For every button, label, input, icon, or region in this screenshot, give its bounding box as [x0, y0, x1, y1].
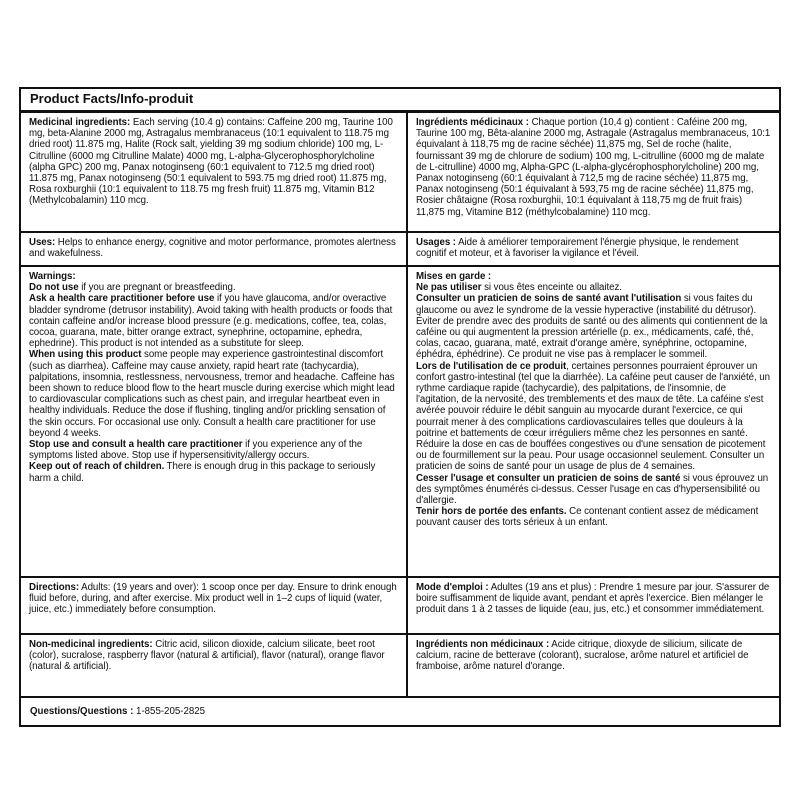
ask-practitioner-label-en: Ask a health care practitioner before use — [29, 293, 215, 305]
questions-label: Questions/Questions : — [30, 706, 134, 717]
keep-out-label-en: Keep out of reach of children. — [29, 461, 165, 473]
questions-phone: 1-855-205-2825 — [133, 706, 205, 717]
column-divider — [406, 113, 408, 696]
keep-out-text-fr: Ce contenant contient assez de médicament pouvant causer des torts sérieux à un enfant. — [416, 506, 759, 529]
directions-en — [21, 578, 406, 633]
panel-title: Product Facts/Info-produit — [21, 89, 779, 113]
uses-label-en: Uses: — [29, 237, 56, 248]
uses-en — [21, 233, 406, 265]
when-using-text-fr: , certaines personnes pourraient éprouver un confort gastro-intestinal (tel que la diarrhée). La caféine peut causer de l'anxiété, un rythme cardiaque rapide (tachycardie), des palpitations, de l'insomnie, de l'agitation, de la nervosité, des tremblements et des maux de tête. La caféine s'est avérée pouvoir réduire le débit sanguin au myocarde durant l'exercice, ce qui pourrait mener à des complications cardiovasculaires telles que douleurs à la poitrine et battements de cœur irréguliers même chez les personnes en santé. Réduire la dose en cas de bouffées congestives ou d'une sensation de picotement ou de fourmillement sur la peau. Pour usage occasionnel seulement. Consulter un praticien de soins de santé pour un usage de plus de 4 semaines. — [416, 360, 770, 473]
directions-fr — [408, 578, 779, 633]
keep-out-text-en: There is enough drug in this package to seriously harm a child. — [29, 461, 376, 484]
stop-use-label-en: Stop use and consult a health care practitioner — [29, 439, 243, 451]
nonmedicinal-ingredients-fr — [408, 635, 779, 696]
medicinal-ingredients-en — [21, 113, 406, 231]
ask-practitioner-text-en: if you have glaucoma, and/or overactive bladder syndrome (detrusor instability). Avoid taking with health products or foods that contain caffeine and/or increase blood pressure (e.g. medications, coffee, tea, colas, cocoa, guarana, mate, bitter orange extract, synephrine, octopamine, ephedra, ephedrine). This product is not intended as a substitute for sleep. — [29, 293, 393, 350]
directions-text-fr: Adultes (19 ans et plus) : Prendre 1 mesure par jour. S'assurer de boire suffisamment de liquide avant, pendant et après l'exercice. Bien mélanger le produit dans 1 à 2 tasses de liquide (eau, jus, etc.) et consommer immédiatement. — [416, 582, 770, 616]
medicinal-text-fr: Chaque portion (10,4 g) contient : Caféine 200 mg, Taurine 100 mg, Bêta-alanine 2000 mg, Astragale (Astragalus membranaceus, 10:1 équivalant à 118,75 mg de racine séchée) 11,875 mg, Sel de roche (halite, fournissant 39 mg de chlorure de sodium) 100 mg, L-citrulline (6000 mg de malate de L-citrulline) 4000 mg, Alpha-GPC (L-alpha-glycérophosphorylcholine) 200 mg, Panax notoginseng (60:1 équivalant à 712,5 mg de racine séchée) 11,875 mg, Panax notoginseng (50:1 équivalant à 593,75 mg de racine séchée) 11,875 mg, Rosier châtaigne (Rosa roxburghii, 10:1 équivalant à 118,75 mg de fruit frais) 11,875 mg, Vitamine B12 (méthylcobalamine) 110 mcg. — [416, 117, 771, 218]
do-not-use-text-fr: si vous êtes enceinte ou allaitez. — [481, 282, 622, 294]
nonmedicinal-label-fr: Ingrédients non médicinaux : — [416, 639, 550, 650]
uses-text-fr: Aide à améliorer temporairement l'énergie physique, le rendement cognitif et moteur, et à favoriser la vigilance et l'éveil. — [416, 237, 739, 260]
stop-use-label-fr: Cesser l'usage et consulter un praticien de soins de santé — [416, 472, 681, 484]
do-not-use-text-en: if you are pregnant or breastfeeding. — [78, 282, 236, 294]
ask-practitioner-label-fr: Consulter un praticien de soins de santé avant l'utilisation — [416, 293, 682, 305]
directions-label-fr: Mode d'emploi : — [416, 582, 489, 593]
do-not-use-label-fr: Ne pas utiliser — [416, 282, 482, 294]
directions-text-en: Adults: (19 years and over): 1 scoop once per day. Ensure to drink enough fluid before, during, and after exercise. Mix product well in 1–2 cups of liquid (water, juice, etc.) immediately before consumption. — [29, 582, 397, 616]
directions-label-en: Directions: — [29, 582, 80, 593]
stop-use-text-en: if you experience any of the symptoms listed above. Stop use if hypersensitivity/allergy occurs. — [29, 439, 363, 462]
nonmedicinal-text-en: Citric acid, silicon dioxide, calcium silicate, beet root (color), sucralose, raspberry flavor (natural & artificial), flavor (natural), orange flavor (natural & artificial). — [29, 639, 385, 673]
product-facts-panel — [19, 87, 781, 727]
keep-out-label-fr: Tenir hors de portée des enfants. — [416, 506, 567, 518]
uses-fr — [408, 233, 779, 265]
when-using-label-fr: Lors de l'utilisation de ce produit — [416, 360, 567, 372]
warnings-fr — [408, 267, 779, 576]
ask-practitioner-text-fr: si vous faites du glaucome ou avez le syndrome de la vessie hyperactive (instabilité du détrusor). Éviter de prendre avec des produits de santé ou des aliments qui contiennent de la caféine ou qui augmentent la pression artérielle (p. ex., médicaments, café, thé, colas, cacao, guarana, maté, extrait d'orange amère, synéphrine, octopamine, éphédra, éphédrine). Ce produit ne vise pas à remplacer le sommeil. — [416, 293, 768, 361]
warnings-heading-en: Warnings: — [29, 271, 76, 282]
stop-use-text-fr: si vous éprouvez un des symptômes énumérés ci-dessus. Cesser l'usage en cas d'hypersensibilité ou d'allergie. — [416, 472, 769, 507]
uses-label-fr: Usages : — [416, 237, 456, 248]
medicinal-ingredients-fr — [408, 113, 779, 231]
questions-footer — [21, 698, 779, 725]
uses-text-en: Helps to enhance energy, cognitive and motor performance, promotes alertness and wakefulness. — [29, 237, 396, 260]
nonmedicinal-ingredients-en — [21, 635, 406, 696]
when-using-text-en: some people may experience gastrointestinal discomfort (such as diarrhea). Caffeine may cause anxiety, rapid heart rate (tachycardia), palpitations, insomnia, restlessness, nervousness, tremor and headache. Caffeine has been shown to reduce blood flow to the heart muscle during exercise which might lead to cardiovascular complications such as chest pain, and irregular heartbeat even in healthy individuals. Reduce the dose if flushing, tingling and/or prickling sensation of the skin occurs. For occasional use only. Consult a health care practitioner for use beyond 4 weeks. — [29, 349, 395, 439]
warnings-heading-fr: Mises en garde : — [416, 271, 492, 282]
medicinal-label-fr: Ingrédients médicinaux : — [416, 117, 529, 128]
medicinal-label-en: Medicinal ingredients: — [29, 117, 131, 128]
nonmedicinal-text-fr: Acide citrique, dioxyde de silicium, silicate de calcium, racine de betterave (colorant), sucralose, arôme naturel et artificiel de framboise, arôme naturel d'orange. — [416, 639, 749, 673]
do-not-use-label-en: Do not use — [29, 282, 79, 294]
medicinal-text-en: Each serving (10.4 g) contains: Caffeine 200 mg, Taurine 100 mg, beta-Alanine 2000 mg, Astragalus membranaceus (10:1 equivalent to 118.75 mg dried root) 11.875 mg, Halite (Rock salt, yielding 39 mg sodium chloride) 100 mg, L-Citrulline (6000 mg Citrulline Malate) 4000 mg, L-alpha-Glycerophosphorylcholine (alpha GPC) 200 mg, Panax notoginseng (60:1 equivalent to 712.5 mg dried root) 11.875 mg, Panax notoginseng (50:1 equivalent to 593.75 mg dried root) 11.875 mg, Rosa roxburghii (10:1 equivalent to 118.75 mg fresh fruit) 11.875 mg, Vitamin B12 (Methylcobalamin) 110 mcg. — [29, 117, 393, 207]
when-using-label-en: When using this product — [29, 349, 142, 361]
warnings-en — [21, 267, 406, 576]
nonmedicinal-label-en: Non-medicinal ingredients: — [29, 639, 153, 650]
